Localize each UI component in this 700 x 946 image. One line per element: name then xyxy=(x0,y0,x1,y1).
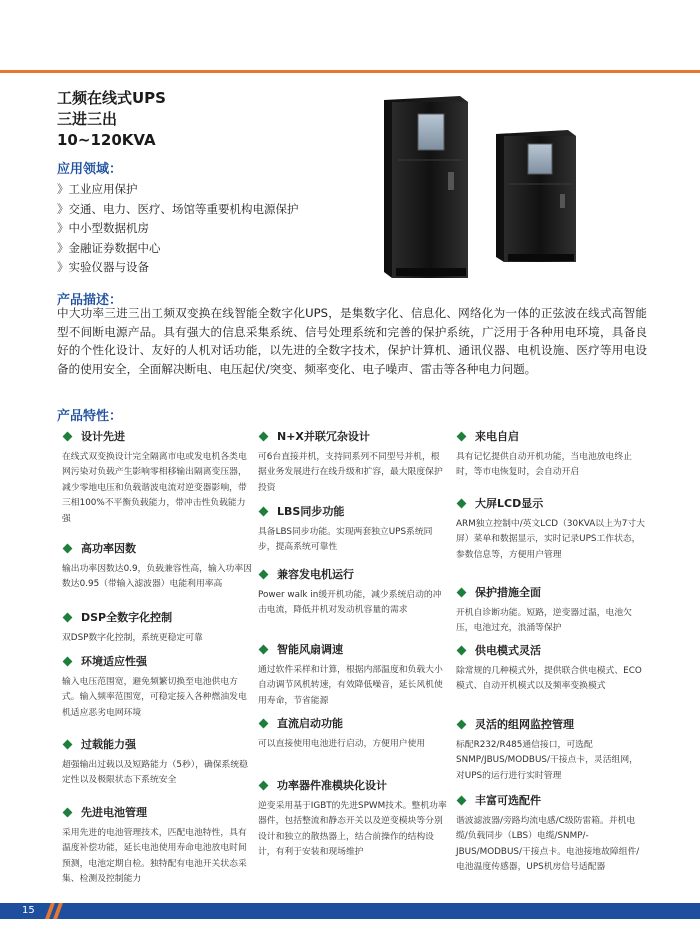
feature-protection xyxy=(456,584,646,637)
feature-title: 设计先进 xyxy=(81,430,125,443)
diamond-bullet-icon xyxy=(457,646,467,656)
feature-body: ARM独立控制中/英文LCD（30KVA以上为7寸大屏）菜单和数据显示，实时记录UPS工作状态，参数信息等，方便用户管理 xyxy=(456,519,645,560)
feature-body: 具有记忆提供自动开机功能，当电池放电终止时，等市电恢复时，会自动开启 xyxy=(456,452,632,478)
diamond-bullet-icon xyxy=(259,432,269,442)
feature-environment xyxy=(62,653,252,721)
feature-generator xyxy=(258,566,448,619)
diamond-bullet-icon xyxy=(259,645,269,655)
feature-design xyxy=(62,428,252,527)
list-item: 》工业应用保护 xyxy=(57,182,138,196)
description-heading: 产品描述： xyxy=(57,293,123,308)
diamond-bullet-icon xyxy=(63,808,73,818)
feature-title: 大屏LCD显示 xyxy=(475,497,544,510)
feature-title: 过载能力强 xyxy=(81,738,136,751)
feature-lbs xyxy=(258,503,448,556)
feature-body: 在线式双变换设计完全隔离市电或发电机各类电网污染对负载产生影响零相移输出隔离变压器，减少零地电压和负载谐波电流对逆变器影响，带三相100%不平衡负载能力，带冲击性负载能力强 xyxy=(62,452,247,524)
feature-title: 保护措施全面 xyxy=(475,586,541,599)
diamond-bullet-icon xyxy=(457,588,467,598)
feature-body: 超强输出过载以及短路能力（5秒），确保系统稳定性以及极限状态下系统安全 xyxy=(62,760,248,786)
feature-body: 采用先进的电池管理技术，匹配电池特性，具有温度补偿功能，延长电池使用寿命电池放电时间预测，电池定期自检。独特配有电池开关状态采集、检测及控制能力 xyxy=(62,828,247,885)
feature-body: 逆变采用基于IGBT的先进SPWM技术。整机功率器件，包括整流和静态开关以及逆变模块等分别设计和独立的散热器上，结合前操作的结构设计，有利于安装和现场维护 xyxy=(258,801,447,858)
feature-body: Power walk in缓开机功能，减少系统启动的冲击电流，降低并机对发动机容量的需求 xyxy=(258,590,442,616)
feature-body: 除常规的几种模式外，提供联合供电模式、ECO模式、自动开机模式以及频率变换模式 xyxy=(456,666,642,692)
feature-parallel xyxy=(258,428,448,496)
diamond-bullet-icon xyxy=(63,740,73,750)
feature-title: 先进电池管理 xyxy=(81,806,147,819)
feature-body: 通过软件采样和计算，根据内部温度和负载大小自动调节风机转速，有效降低噪音，延长风机使用寿命，节省能源 xyxy=(258,665,443,706)
feature-body: 可6台直接并机，支持同系列不同型号并机，根据业务发展进行在线升级和扩容，最大限度保护投资 xyxy=(258,452,443,493)
diamond-bullet-icon xyxy=(63,613,73,623)
diamond-bullet-icon xyxy=(63,432,73,442)
applications-list xyxy=(57,180,299,278)
feature-dsp xyxy=(62,609,252,646)
feature-body: 输入电压范围宽，避免频繁切换至电池供电方式。输入频率范围宽，可稳定接入各种燃油发电机适应恶劣电网环境 xyxy=(62,677,247,718)
feature-title: 兼容发电机运行 xyxy=(277,568,354,581)
diamond-bullet-icon xyxy=(259,507,269,517)
footer-bar xyxy=(0,903,700,919)
diamond-bullet-icon xyxy=(457,499,467,509)
feature-accessories xyxy=(456,792,646,876)
diamond-bullet-icon xyxy=(457,720,467,730)
feature-title: 功率器件准模块化设计 xyxy=(277,779,387,792)
list-item: 》中小型数据机房 xyxy=(57,221,149,235)
top-accent-line xyxy=(0,70,700,73)
feature-body: 输出功率因数达0.9，负载兼容性高，输入功率因数达0.95（带输入滤波器）电能利用率高 xyxy=(62,564,252,590)
title-line: 工频在线式UPS xyxy=(57,89,166,107)
diamond-bullet-icon xyxy=(457,796,467,806)
feature-overload xyxy=(62,736,252,789)
feature-title: N+X并联冗杂设计 xyxy=(277,430,370,443)
feature-title: LBS同步功能 xyxy=(277,505,345,518)
diamond-bullet-icon xyxy=(259,719,269,729)
feature-title: 高功率因数 xyxy=(81,542,136,555)
feature-body: 标配R232/R485通信接口，可选配SNMP/JBUS/MODBUS/干接点卡，灵活组网，对UPS的运行进行实时管理 xyxy=(456,740,638,781)
list-item: 》交通、电力、医疗、场馆等重要机构电源保护 xyxy=(57,201,299,216)
ups-cabinets-image xyxy=(378,92,638,280)
feature-body: 具备LBS同步功能。实现两套独立UPS系统同步，提高系统可靠性 xyxy=(258,527,433,553)
feature-body: 可以直接使用电池进行启动，方便用户使用 xyxy=(258,739,426,749)
diamond-bullet-icon xyxy=(63,544,73,554)
feature-power-factor xyxy=(62,540,252,593)
product-title xyxy=(57,88,166,151)
feature-lcd xyxy=(456,495,646,563)
diamond-bullet-icon xyxy=(457,432,467,442)
feature-title: 来电自启 xyxy=(475,430,519,443)
feature-title: 供电模式灵活 xyxy=(475,644,541,657)
feature-title: 灵活的组网监控管理 xyxy=(475,718,574,731)
applications-heading: 应用领域： xyxy=(57,162,123,177)
feature-body: 双DSP数字化控制，系统更稳定可靠 xyxy=(62,633,203,643)
diamond-bullet-icon xyxy=(259,781,269,791)
feature-network xyxy=(456,716,646,784)
feature-body: 谐波滤波器/旁路均流电感/C级防雷箱。并机电缆/负载同步（LBS）电缆/SNMP/-JBUS/MODBUS/干接点卡。电池接地故障组件/电池温度传感器，UPS机房信号适配器 xyxy=(456,816,640,873)
diamond-bullet-icon xyxy=(259,570,269,580)
feature-title: 直流启动功能 xyxy=(277,717,343,730)
feature-title: 丰富可选配件 xyxy=(475,794,541,807)
page-number: 15 xyxy=(22,905,35,916)
feature-battery xyxy=(62,804,252,888)
feature-modular xyxy=(258,777,448,861)
feature-title: 环境适应性强 xyxy=(81,655,147,668)
feature-auto-restart xyxy=(456,428,646,481)
features-heading: 产品特性： xyxy=(57,409,123,424)
title-line: 三进三出 xyxy=(57,110,118,128)
list-item: 》金融证券数据中心 xyxy=(57,240,161,255)
feature-supply-modes xyxy=(456,642,646,695)
feature-body: 开机自诊断功能。短路，逆变器过温，电池欠压，电池过充，浪涌等保护 xyxy=(456,608,632,634)
feature-fan xyxy=(258,641,448,709)
description-text: 中大功率三进三出工频双变换在线智能全数字化UPS，是集数字化、信息化、网络化为一体的正弦波在线式高智能型不间断电源产品。具有强大的信息采集系统、信号处理系统和完善的保护系统，广泛用于各种用电环境，具备良好的个性化设计、友好的人机对话功能，以先进的全数字技术，保护计算机、通讯仪器、电机设施、医疗等用电设备的使用安全，全面解决断电、电压起伏/突变、频率变化、电子噪声、雷击等各种电力问题。 xyxy=(57,306,647,376)
list-item: 》实验仪器与设备 xyxy=(57,260,149,274)
title-line: 10~120KVA xyxy=(57,131,156,149)
feature-dc-start xyxy=(258,715,448,752)
feature-title: DSP全数字化控制 xyxy=(81,611,173,624)
diamond-bullet-icon xyxy=(63,657,73,667)
feature-title: 智能风扇调速 xyxy=(277,643,343,656)
